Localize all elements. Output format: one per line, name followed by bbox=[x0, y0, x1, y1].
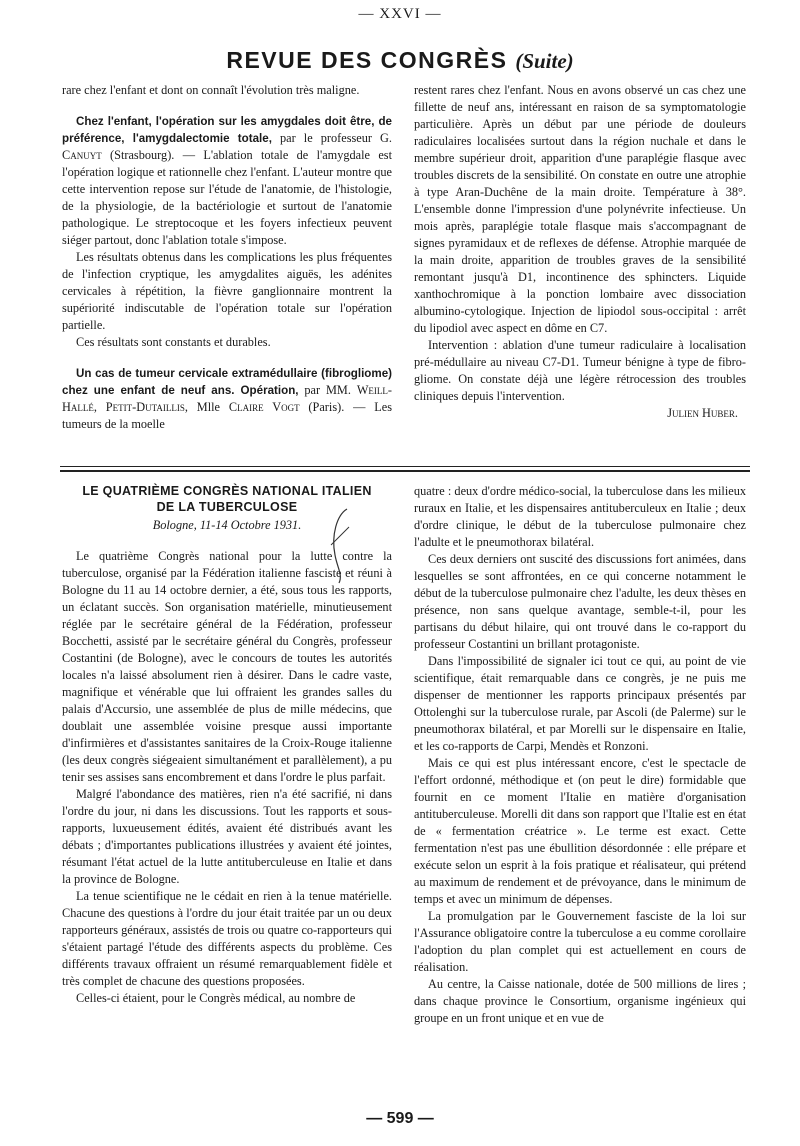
article-title-line: DE LA TUBERCULOSE bbox=[156, 500, 298, 514]
article-subtitle: Bologne, 11-14 Octobre 1931. bbox=[152, 518, 302, 532]
running-title bbox=[0, 47, 800, 74]
author-names: Weill-Hallé, Petit-Dutaillis, bbox=[62, 383, 393, 414]
top-right-column bbox=[414, 82, 746, 422]
paragraph-lead: Un cas de tumeur cervicale extramédullaire (fibrogliome) chez une enfant de neuf ans. Opération, bbox=[62, 367, 392, 397]
paragraph: La tenue scientifique ne le cédait en rien à la tenue matérielle. Chacune des questions à l'ordre du jour était traitée par un ou deux rapporteurs généraux, assistés de trois ou quatre co-rapporteurs qui s'étaient partagé l'étude des différents aspects du problème. Ces différents travaux offraient un résumé remarquablement fidèle et très complet de chacune des questions proposées. bbox=[62, 889, 392, 988]
text-run: par MM. bbox=[298, 383, 357, 397]
page-number-roman: — XXVI — bbox=[358, 6, 442, 22]
page-number: — 599 — bbox=[366, 1110, 434, 1127]
handwritten-mark bbox=[325, 505, 355, 585]
section-divider-thick bbox=[60, 470, 750, 472]
paragraph-tumeur bbox=[62, 365, 392, 433]
author-name: Claire Vogt bbox=[228, 400, 300, 414]
paragraph: Ces résultats sont constants et durables. bbox=[76, 335, 271, 349]
signature: Julien Huber. bbox=[667, 406, 738, 420]
paragraph-lead: Chez l'enfant, l'opération sur les amygdales doit être, de préférence, l'amygdalectomie totale, bbox=[62, 115, 392, 145]
paragraph: Les résultats obtenus dans les complications les plus fréquentes de l'infection cryptique, les amygdalites aiguës, les adénites cervicales à répétition, la fièvre ganglionnaire montrent la supériorité indiscutable de l'opération totale sur l'opération partielle. bbox=[62, 250, 392, 332]
paragraph: Mais ce qui est plus intéressant encore, c'est le spectacle de l'effort ordonné, méthodique et (on peut le dire) formidable que fournit en ce moment l'Italie en matière d'organisation antituberculeuse. Morelli dit dans son rapport que l'Italie est en état de « fermentation créatrice ». Le terme est exact. Cette fermentation n'est pas une ébullition désordonnée : elle prépare et exécute selon un esprit à la fois pratique et réalisateur, qui prétend au maximum de rendement et de prévoyance, dans le minimum de temps et avec un minimum de dépenses. bbox=[414, 756, 746, 906]
section-divider bbox=[60, 466, 750, 467]
paragraph: quatre : deux d'ordre médico-social, la tuberculose dans les milieux ruraux en Italie, et les dispensaires antituberculeux en Italie ; deux d'ordre clinique, le début de la tuberculose pulmonaire chez l'adulte et le pneumothorax bilatéral. bbox=[414, 484, 746, 549]
text-run: par le professeur G. bbox=[271, 131, 392, 145]
top-left-column bbox=[62, 82, 392, 433]
running-title-main: REVUE DES CONGRÈS bbox=[226, 47, 508, 73]
paragraph: Celles-ci étaient, pour le Congrès médical, au nombre de bbox=[76, 991, 356, 1005]
article-title-line: LE QUATRIÈME CONGRÈS NATIONAL ITALIEN bbox=[82, 484, 372, 498]
paragraph: Ces deux derniers ont suscité des discussions fort animées, dans lesquelles se sont affrontées, en ce qui concerne notamment le début de la tuberculose pulmonaire chez l'adulte, les deux thèses en présence, non sans quelque avantage, semble-t-il, pour les partisans du début hilaire, qui ont trouvé dans le co-rapport du professeur Costantini un brillant protagoniste. bbox=[414, 552, 746, 651]
text-run: (Paris). — Les tumeurs de la moelle bbox=[62, 400, 393, 431]
paragraph: rare chez l'enfant et dont on connaît l'évolution très maligne. bbox=[62, 83, 360, 97]
paragraph: La promulgation par le Gouvernement fasciste de la loi sur l'Assurance obligatoire contre la tuberculose a eu comme corollaire l'adoption du plan complet qui est actuellement en cours de réalisation. bbox=[414, 909, 746, 974]
bottom-right-column bbox=[414, 483, 746, 1027]
paragraph: Dans l'impossibilité de signaler ici tout ce qui, au point de vie scientifique, était remarquable dans ce congrès, je ne puis me dispenser de mentionner les rapports principaux présentés par Ottolenghi sur la tuberculose rurale, par Ascoli (de Palerme) sur le pneumothorax bilatéral, et par Morelli sur le dispensaire en Italie, et les co-rapports de Carpi, Mendès et Ronzoni. bbox=[414, 654, 746, 753]
text-run: (Strasbourg). — L'ablation totale de l'amygdale est l'opération logique et rationnelle chez l'enfant. L'auteur montre que cette intervention repose sur l'étude de l'anatomie, de l'histologie, de la physiologie, de la bactériologie et surtout de l'anatomie pathologique. Le streptocoque et les foyers infectieux peuvent siéger partout, donc l'ablation totale s'impose. bbox=[62, 148, 392, 247]
paragraph: Malgré l'abondance des matières, rien n'a été sacrifié, ni dans l'ordre du jour, ni dans les discussions. Tout les rapports et sous-rapports, luxueusement édités, avaient été distribués avant les débats ; d'importantes publications illustrées y avaient été jointes, résumant l'état actuel de la lutte antituberculeuse en Italie et dans la province de Bologne. bbox=[62, 787, 392, 886]
paragraph: Au centre, la Caisse nationale, dotée de 500 millions de lires ; dans chaque province le Consortium, organisme ingénieux qui groupe en un front unique et en vue de bbox=[414, 977, 746, 1025]
paragraph: restent rares chez l'enfant. Nous en avons observé un cas chez une fillette de neuf ans, intéressant en raison de sa symptomatologie particulière. Après un début par une période de douleurs radiculaires localisées surtout dans la région nuchale et dans le membre supérieur droit, apparition d'une paraplégie flasque avec troubles discrets de la sensibilité. On constate en outre une atrophie à type Aran-Duchêne de la main droite. Température à 38°. L'ensemble donne l'impression d'une polynévrite infectieuse. Un mois après, paraplégie totale flasque mais s'accompagnant de signes pyramidaux et de reflexes de défense. Atrophie marquée de la main droite, apparition de troubles graves de la sensibilité remontant jusqu'à D1, incontinence des sphincters. Liquide xanthochromique à la ponction lombaire avec dissociation albumino-cytologique. Injection de lipiodol sous-occipital : arrêt du lipodiol avec aspect en dôme en C7. bbox=[414, 83, 746, 335]
text-run: Mlle bbox=[187, 400, 229, 414]
running-title-suite: (Suite) bbox=[515, 49, 574, 73]
paragraph: Le quatrième Congrès national pour la lutte contre la tuberculose, organisé par la Fédération italienne fasciste et réuni à Bologne du 11 au 14 octobre dernier, a été, sous tous les rapports, un éclatant succès. Son organisation matérielle, minutieusement réglée par le secrétaire général de la Fédération, professeur Bocchetti, assisté par le secrétaire général du Congrès, professeur Costantini (de Bologne), avec le concours de toutes les autorités locales n'a laissé absolument rien à désirer. Dans le cadre vaste, magnifique et vénérable que lui offraient les grandes salles du palais d'Accursio, une assemblée de plus de mille médecins, que doublait une assemblée voisine presque aussi importante d'infirmières et d'assistantes sanitaires de la Croix-Rouge italienne (les deux congrès siégeaient simultanément et parallèlement), a pu tenir ses assises sans encombrement et dans l'ordre le plus parfait. bbox=[62, 549, 392, 784]
author-name: Canuyt bbox=[62, 148, 102, 162]
paragraph-canuyt bbox=[62, 113, 392, 249]
paragraph: Intervention : ablation d'une tumeur radiculaire à localisation pré-médullaire au niveau C7-D1. Tumeur bénigne à type de fibro-gliome. On constate déjà une légère rétrocession des troubles cliniques depuis l'intervention. bbox=[414, 338, 746, 403]
